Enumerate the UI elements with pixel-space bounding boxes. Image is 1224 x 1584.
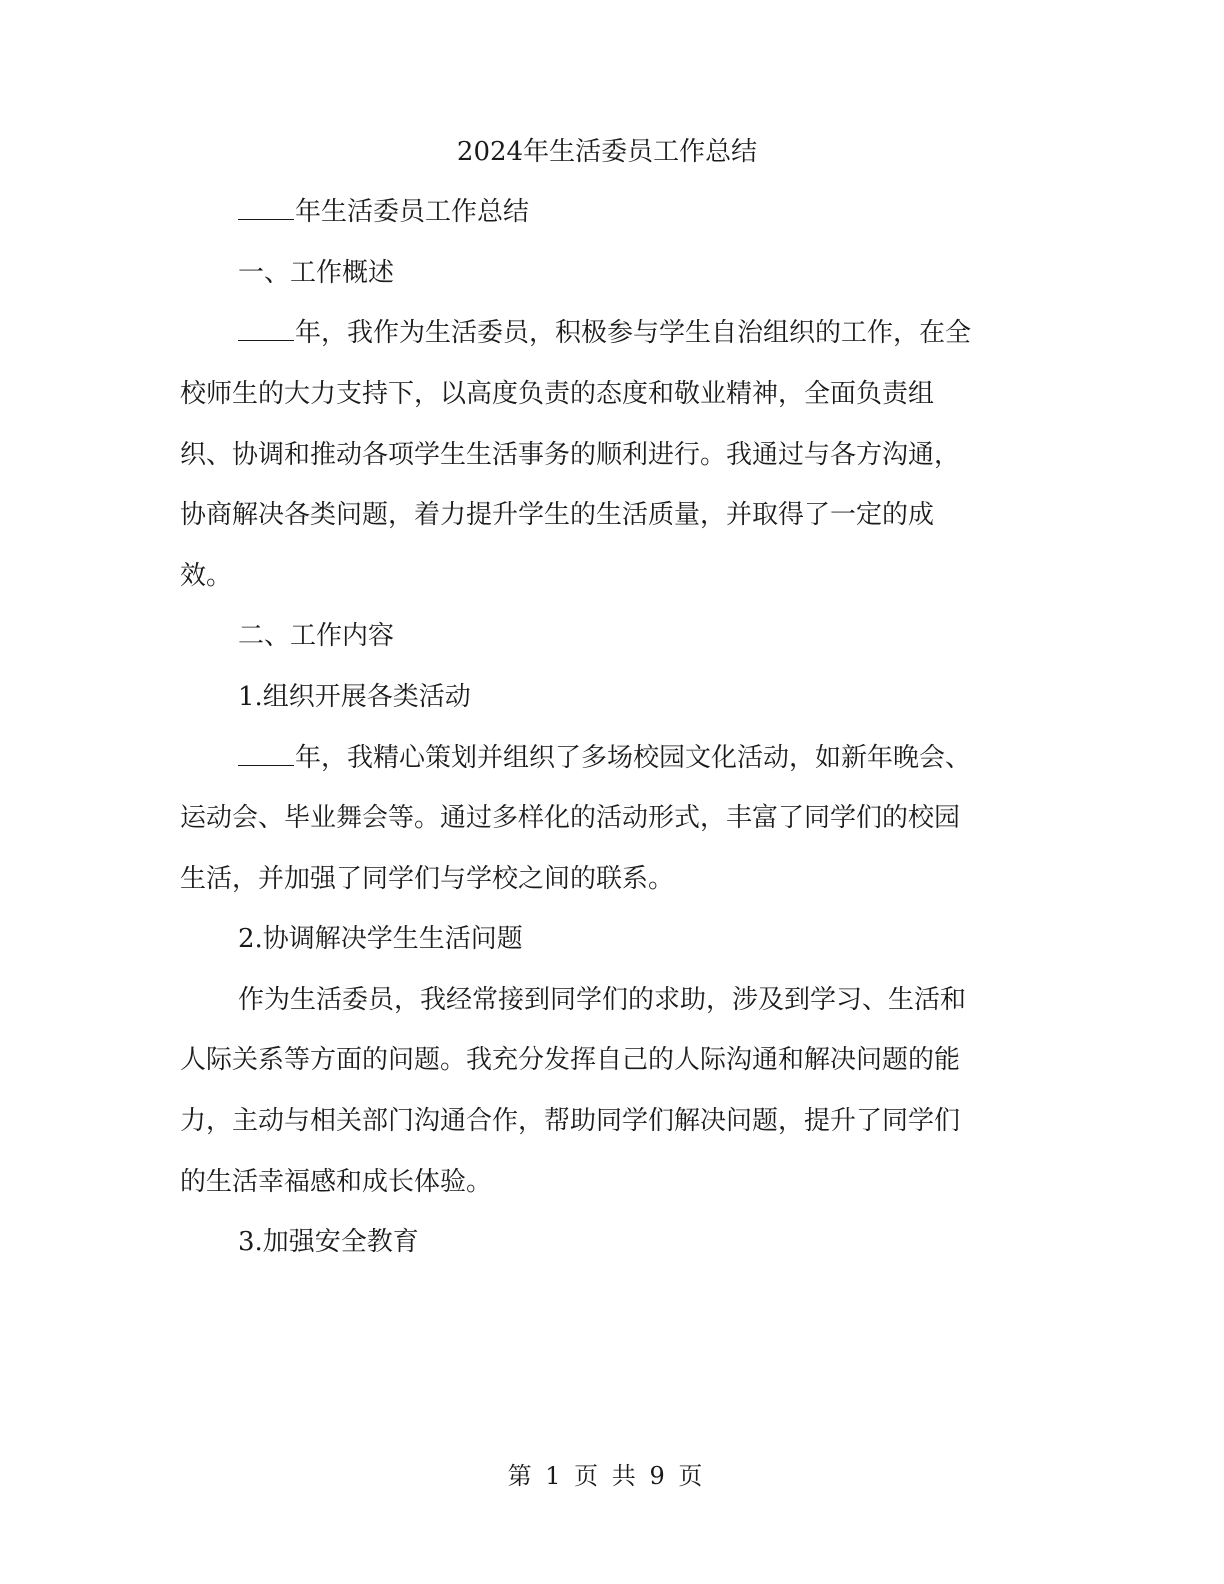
subtitle-text: 年生活委员工作总结 [295, 197, 530, 227]
section1-heading: 一、工作概述 [238, 258, 395, 288]
subtitle-line [238, 192, 1098, 232]
item2-paragraph-line: 力，主动与相关部门沟通合作，帮助同学们解决问题，提升了同学们 [180, 1106, 961, 1136]
section1-paragraph-line: 效。 [180, 561, 233, 591]
section1-paragraph-line: 校师生的大力支持下，以高度负责的态度和敬业精神，全面负责组 [180, 379, 935, 409]
section1-paragraph-line: 织、协调和推动各项学生生活事务的顺利进行。我通过与各方沟通， [180, 440, 961, 470]
item2-paragraph-line: 的生活幸福感和成长体验。 [180, 1167, 493, 1197]
section1-paragraph-line: 协商解决各类问题，着力提升学生的生活质量，并取得了一定的成 [180, 500, 935, 530]
fill-in-blank [238, 193, 294, 220]
item1-heading: 1.组织开展各类活动 [238, 682, 471, 712]
section2-heading: 二、工作内容 [238, 621, 395, 651]
item3-heading: 3.加强安全教育 [238, 1227, 419, 1257]
item2-heading: 2.协调解决学生生活问题 [238, 924, 523, 954]
item2-paragraph-line: 人际关系等方面的问题。我充分发挥自己的人际沟通和解决问题的能 [180, 1045, 961, 1075]
item2-paragraph-line: 作为生活委员，我经常接到同学们的求助，涉及到学习、生活和 [238, 985, 967, 1015]
item1-paragraph-line: 生活，并加强了同学们与学校之间的联系。 [180, 864, 675, 894]
section1-paragraph-line: 年，我作为生活委员，积极参与学生自治组织的工作，在全 [238, 313, 1098, 353]
page-number-footer: 第 1 页 共 9 页 [507, 1462, 703, 1490]
fill-in-blank [238, 314, 294, 341]
item1-paragraph-line: 年，我精心策划并组织了多场校园文化活动，如新年晚会、 [238, 738, 1098, 778]
document-title: 2024年生活委员工作总结 [456, 137, 758, 167]
item1-paragraph-line: 运动会、毕业舞会等。通过多样化的活动形式，丰富了同学们的校园 [180, 803, 961, 833]
fill-in-blank [238, 739, 294, 766]
